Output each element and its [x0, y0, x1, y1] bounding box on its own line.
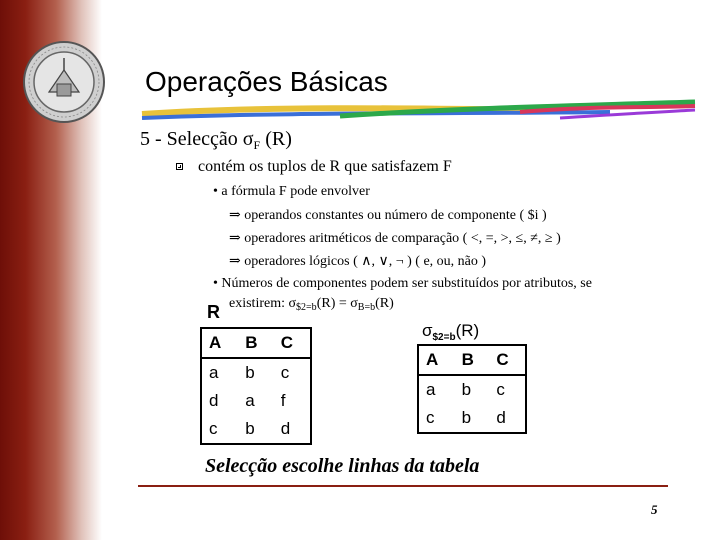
table-cell: c [209, 419, 218, 438]
page-number: 5 [651, 502, 658, 517]
table-cell: b [461, 408, 472, 427]
slide-caption: Selecção escolhe linhas da tabela [205, 455, 480, 477]
header-cell: A [201, 328, 238, 358]
heading-main: 5 - Selecção σ [140, 128, 254, 150]
table-header-row [418, 345, 526, 375]
table-row [201, 358, 311, 387]
line6-b: (R) = σ [316, 296, 358, 311]
table-cell: c [280, 363, 290, 382]
table-cell: d [496, 408, 506, 427]
heading-tail: (R) [260, 128, 292, 150]
line6-sub2: B=b [357, 302, 376, 313]
table-cell: b [245, 419, 255, 438]
main-point: contém os tuplos de R que satisfazem F [198, 158, 452, 175]
detail-line-5: • Números de componentes podem ser substituídos por atributos, se [213, 276, 592, 291]
table-cell: c [496, 380, 505, 399]
table-row [418, 404, 526, 433]
relation-r-table [200, 327, 312, 445]
table-row [418, 375, 526, 404]
result-relation-label [422, 321, 479, 343]
detail-line-3: ⇒ operadores aritméticos de comparação ( <, =, >, ≤, ≠, ≥ ) [229, 231, 561, 246]
header-cell: B [455, 345, 490, 375]
detail-line-4: ⇒ operadores lógicos ( ∧, ∨, ¬ ) ( e, ou, não ) [229, 254, 487, 269]
result-label-sub: $2=b [432, 332, 456, 343]
table-cell: f [280, 391, 286, 410]
detail-line-2: ⇒ operandos constantes ou número de componente ( $i ) [229, 208, 547, 223]
line6-sub1: $2=b [296, 302, 317, 313]
section-heading [140, 128, 292, 153]
university-seal-icon [22, 40, 106, 124]
table-row [201, 387, 311, 415]
line6-a: existirem: σ [229, 296, 297, 311]
checkbox-bullet-icon [176, 163, 183, 170]
table-cell: d [209, 391, 219, 410]
table-cell: b [245, 363, 255, 382]
table-cell: a [245, 391, 255, 410]
result-label-main: σ [422, 321, 433, 340]
line6-c: (R) [375, 296, 394, 311]
detail-line-6 [229, 296, 394, 313]
table-cell: b [461, 380, 472, 399]
table-cell: a [209, 363, 219, 382]
heading-subscript: F [253, 138, 261, 152]
header-cell: C [274, 328, 311, 358]
header-cell: C [489, 345, 526, 375]
table-cell: d [280, 419, 291, 438]
result-label-tail: (R) [455, 321, 480, 340]
table-row [201, 415, 311, 444]
footer-divider [138, 485, 668, 487]
colored-brush-stroke [140, 96, 700, 126]
table-header-row [201, 328, 311, 358]
relation-r-label: R [207, 302, 220, 322]
table-cell: a [426, 380, 436, 399]
result-relation-table [417, 344, 527, 434]
header-cell: A [418, 345, 455, 375]
detail-line-1: • a fórmula F pode envolver [213, 184, 370, 199]
table-cell: c [426, 408, 435, 427]
slide-title: Operações Básicas [145, 66, 388, 97]
header-cell: B [238, 328, 273, 358]
